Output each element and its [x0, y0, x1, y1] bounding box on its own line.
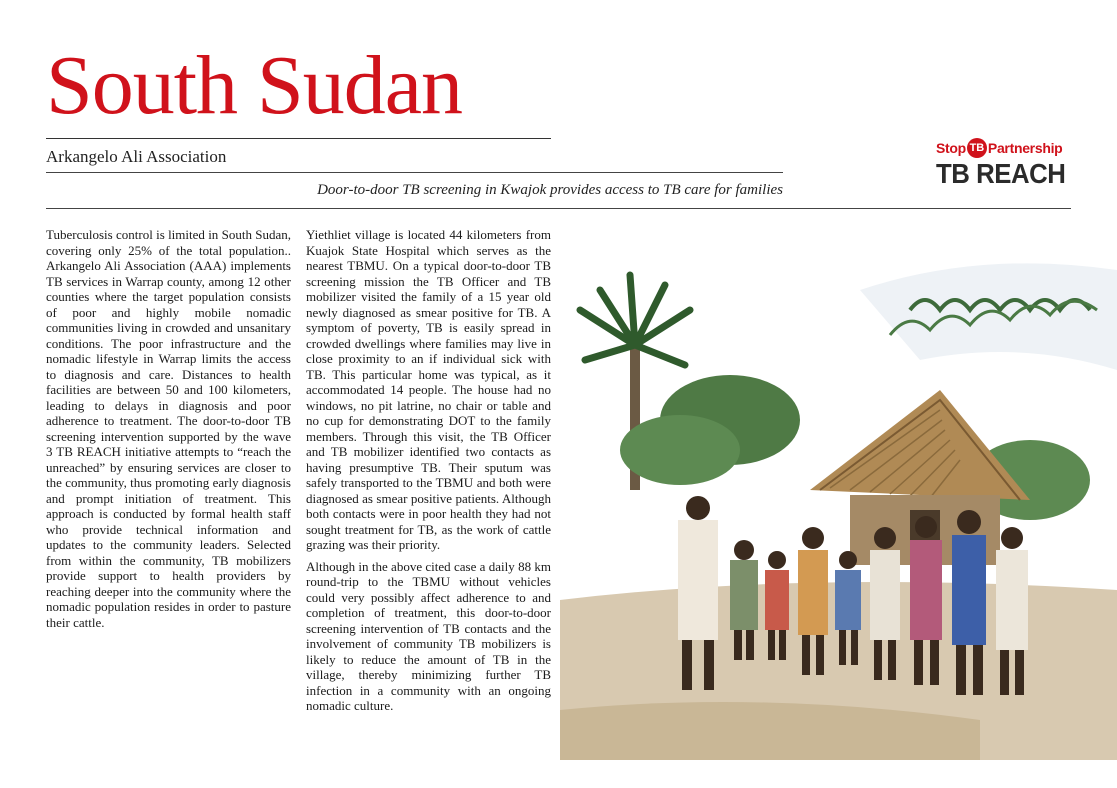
article-column-1	[46, 227, 291, 630]
logo-reach-text: TB REACH	[936, 158, 1066, 189]
tb-reach-logo	[936, 138, 1071, 194]
article-subtitle: Door-to-door TB screening in Kwajok provides access to TB care for families	[317, 182, 783, 198]
column2-paragraph-1: Yiethliet village is located 44 kilometers from Kuajok State Hospital which serves as the nearest TBMU. On a typical door-to-door TB screening mission the TB Officer and TB mobilizer visited the family of a 15 year old newly diagnosed as smear positive for TB. A symptom of poverty, TB is easily spread in crowded dwellings where families may live in close proximity to an if individual sick with TB. This particular home was typical, as it accommodated 14 people. The house had no windows, no pit latrine, no chair or table and no cup for demonstrating DOT to the family members. Through this visit, the TB Officer and TB mobilizer identified two contacts as having presumptive TB. Their sputum was safely transported to the TBMU and both were diagnosed as smear positive patients. Although both contacts were in poor health they had not sought treatment for TB, as the work of cattle grazing was their priority.	[306, 227, 551, 552]
logo-partnership-text: Partnership	[987, 140, 1063, 156]
organization-name: Arkangelo Ali Association	[46, 147, 227, 166]
page-title: South Sudan	[46, 39, 463, 132]
logo-stop-text: Stop	[936, 140, 966, 156]
title-divider	[46, 138, 551, 139]
subtitle-divider	[46, 172, 783, 173]
content-divider	[46, 208, 1071, 209]
column1-paragraph: Tuberculosis control is limited in South Sudan, covering only 25% of the total population.. Arkangelo Ali Association (AAA) implements TB services in Warrap county, among 12 other counties where the target population consists of poor and highly mobile nomadic communities living in crowded and unsanitary conditions. The poor infrastructure and the nomadic lifestyle in Warrap limits the access to diagnosis and care. Distances to health facilities are between 50 and 100 kilometers, leading to delays in diagnosis and poor adherence to treatment. The door-to-door TB screening intervention supported by the wave 3 TB REACH initiative attempts to “reach the unreached” by ensuring services are closer to the community, thus promoting early diagnosis and prompt initiation of treatment. This approach is conducted by formal health staff who provide technical information and updates to the community leaders. Selected from within the community, TB mobilizers provide support to health providers by reaching deeper into the community where the nomadic population resides in order to pasture their cattle.	[46, 227, 291, 630]
village-illustration	[560, 250, 1117, 760]
article-column-2	[306, 227, 551, 714]
logo-tb-badge: TB	[967, 138, 987, 158]
column2-paragraph-2: Although in the above cited case a daily 88 km round-trip to the TBMU without vehicles could very possibly affect adherence to and completion of treatment, this door-to-door screening intervention of TB contacts and the involvement of community TB mobilizers is likely to reduce the amount of TB in the village, thereby minimizing further TB infection in a community with an ongoing nomadic culture.	[306, 558, 551, 713]
